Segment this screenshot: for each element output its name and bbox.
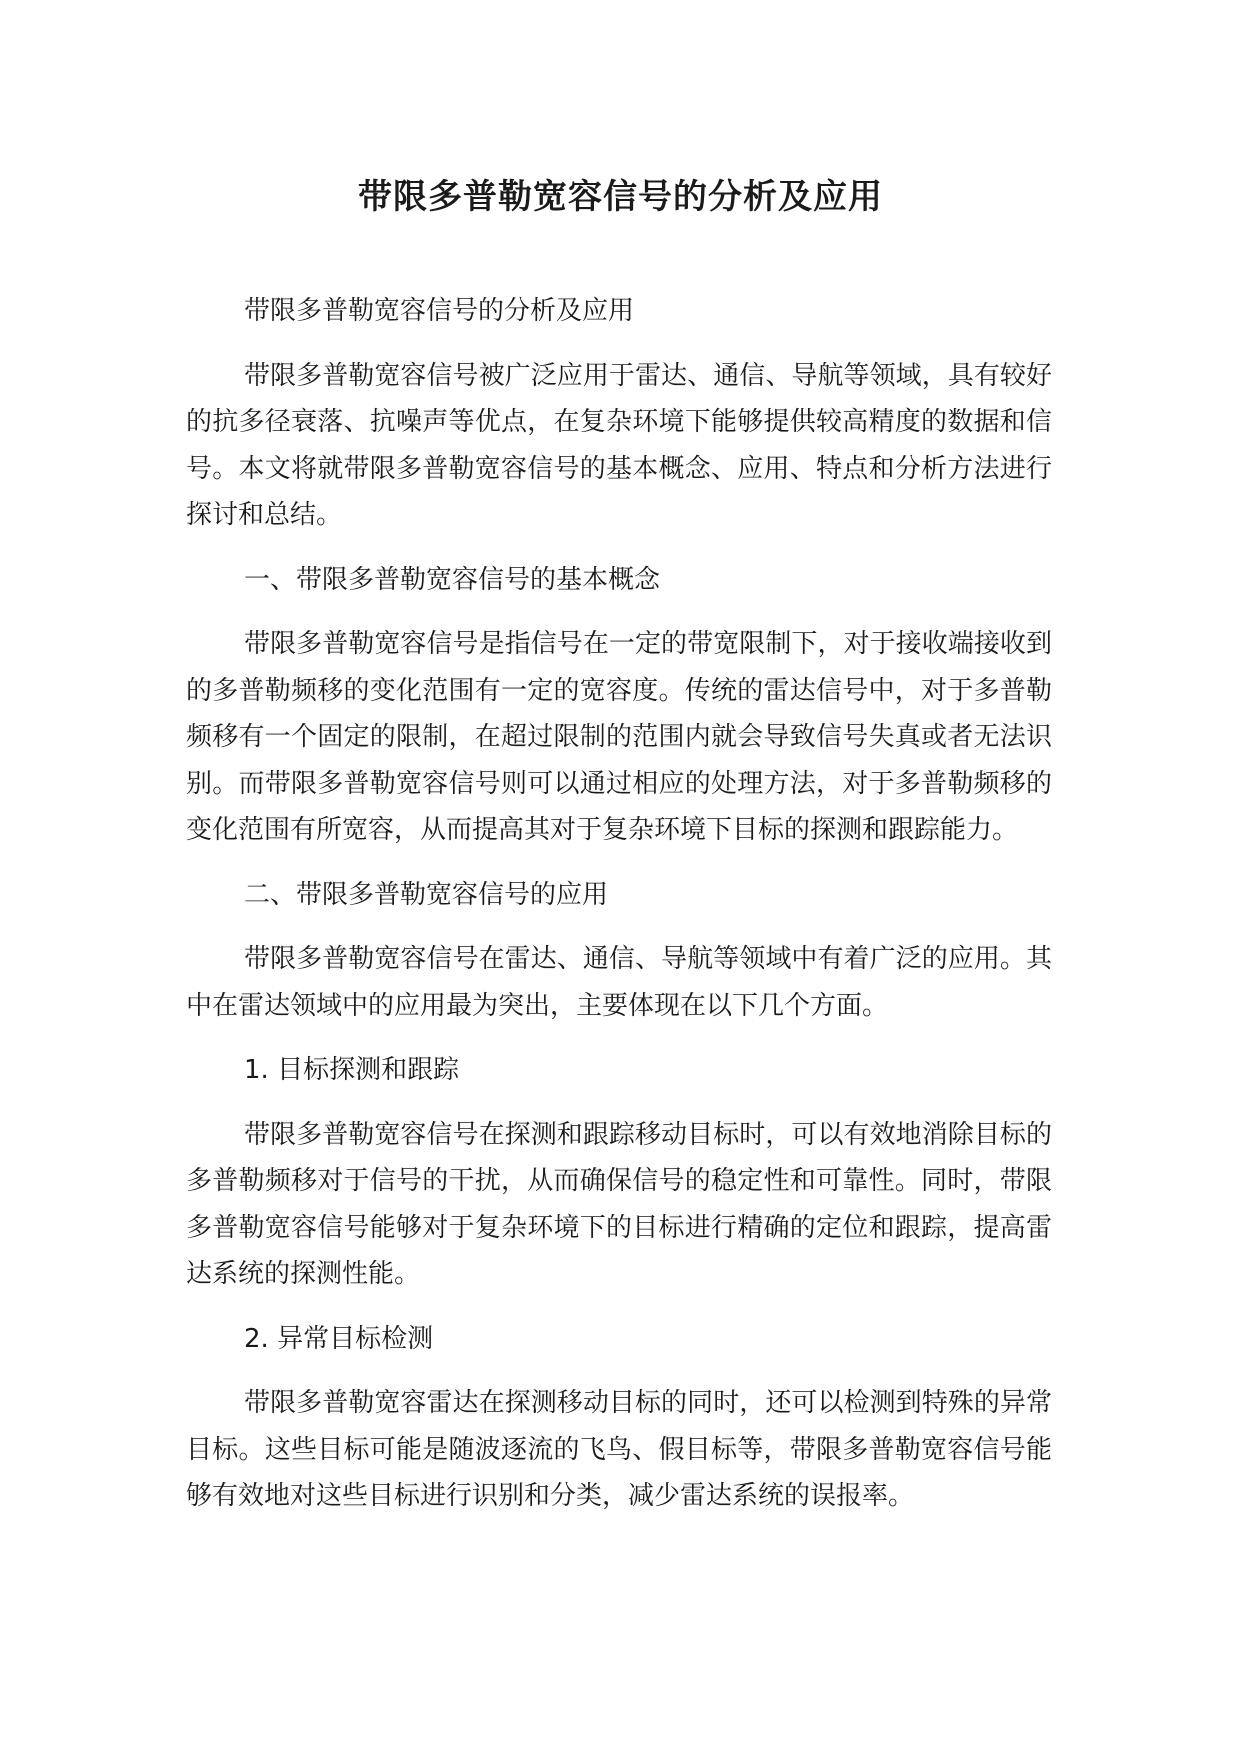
paragraph-applications: 带限多普勒宽容信号在雷达、通信、导航等领域中有着广泛的应用。其中在雷达领域中的应用最为突出，主要体现在以下几个方面。	[186, 944, 1052, 1021]
subsection-heading-detection-tracking: 1. 目标探测和跟踪	[244, 1055, 460, 1085]
paragraph-detection-tracking: 带限多普勒宽容信号在探测和跟踪移动目标时，可以有效地消除目标的多普勒频移对于信号的干扰，从而确保信号的稳定性和可靠性。同时，带限多普勒宽容信号能够对于复杂环境下的目标进行精确的定位和跟踪，提高雷达系统的探测性能。	[186, 1119, 1052, 1289]
section-heading-applications: 二、带限多普勒宽容信号的应用	[244, 879, 609, 910]
document-body	[186, 288, 1052, 1538]
paragraph-anomaly-detection: 带限多普勒宽容雷达在探测移动目标的同时，还可以检测到特殊的异常目标。这些目标可能是随波逐流的飞鸟、假目标等，带限多普勒宽容信号能够有效地对这些目标进行识别和分类，减少雷达系统的误报率。	[186, 1388, 1052, 1511]
section-heading-basic-concept: 一、带限多普勒宽容信号的基本概念	[244, 564, 661, 595]
paragraph-overview: 带限多普勒宽容信号被广泛应用于雷达、通信、导航等领域，具有较好的抗多径衰落、抗噪声等优点，在复杂环境下能够提供较高精度的数据和信号。本文将就带限多普勒宽容信号的基本概念、应用、特点和分析方法进行探讨和总结。	[186, 360, 1052, 530]
subsection-heading-anomaly-detection: 2. 异常目标检测	[244, 1323, 434, 1354]
document-title: 带限多普勒宽容信号的分析及应用	[358, 177, 883, 217]
paragraph-basic-concept: 带限多普勒宽容信号是指信号在一定的带宽限制下，对于接收端接收到的多普勒频移的变化范围有一定的宽容度。传统的雷达信号中，对于多普勒频移有一个固定的限制，在超过限制的范围内就会导致信号失真或者无法识别。而带限多普勒宽容信号则可以通过相应的处理方法，对于多普勒频移的变化范围有所宽容，从而提高其对于复杂环境下目标的探测和跟踪能力。	[186, 629, 1052, 845]
section-heading-intro: 带限多普勒宽容信号的分析及应用	[244, 296, 635, 326]
